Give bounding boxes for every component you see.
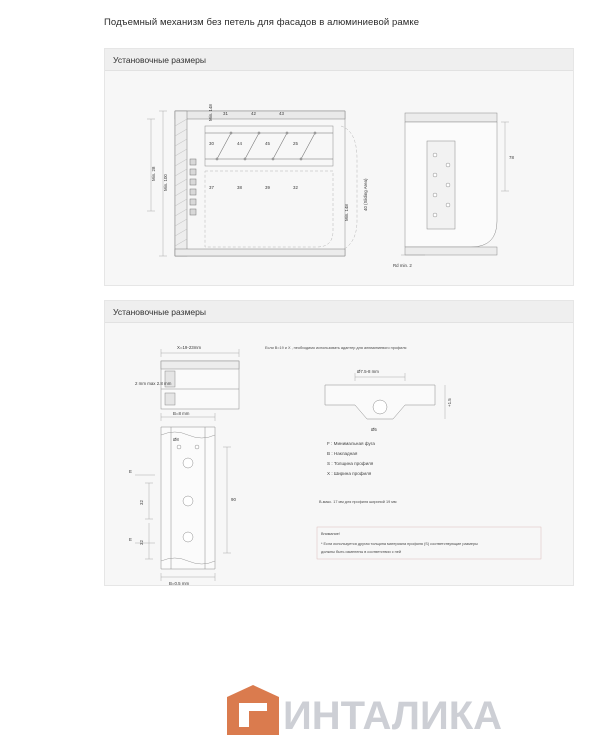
svg-text:B : Накладная: B : Накладная	[327, 451, 358, 456]
page-title: Подъемный механизм без петель для фасадов в алюминиевой рамке	[104, 17, 420, 28]
svg-text:90: 90	[231, 497, 236, 502]
technical-drawing-elevation	[105, 71, 573, 285]
panel-installation-dimensions-2	[104, 300, 574, 738]
svg-text:Ø5: Ø5	[371, 427, 377, 432]
watermark-logo-icon	[227, 685, 279, 735]
svg-text:78: 78	[509, 155, 514, 160]
svg-text:44: 44	[237, 141, 242, 146]
svg-text:38: 38	[237, 185, 242, 190]
technical-drawing-profile	[105, 323, 573, 585]
watermark	[223, 681, 543, 747]
panel-body	[105, 71, 573, 285]
svg-text:должны быть изменены в соответ: должны быть изменены в соответствии с ней	[321, 550, 402, 554]
svg-text:F : Минимальная фуга: F : Минимальная фуга	[327, 441, 375, 446]
svg-text:X : Ширина профиля: X : Ширина профиля	[327, 471, 372, 476]
panel-header: Установочные размеры	[105, 301, 573, 323]
svg-text:45: 45	[265, 141, 270, 146]
svg-text:Min. 148: Min. 148	[344, 204, 349, 221]
svg-text:* Если используется другая тол: * Если используется другая толщина материала профиля (S) соответствующие размеры	[321, 542, 478, 546]
panel-header: Установочные размеры	[105, 49, 573, 71]
svg-text:Ø8: Ø8	[173, 437, 179, 442]
svg-text:32: 32	[139, 500, 144, 505]
watermark-text: ИНТАЛИКА	[283, 694, 503, 738]
svg-text:Rd min. 2: Rd min. 2	[393, 263, 412, 268]
panel-body	[105, 323, 573, 738]
svg-text:2 mm max 2.8 mm: 2 mm max 2.8 mm	[135, 381, 172, 386]
svg-text:40 (Sliding Area): 40 (Sliding Area)	[363, 178, 368, 211]
svg-text:32: 32	[293, 185, 298, 190]
svg-text:31: 31	[223, 111, 228, 116]
svg-text:X=19-23mm: X=19-23mm	[177, 345, 202, 350]
svg-text:B=0.5 mm: B=0.5 mm	[169, 581, 190, 586]
svg-text:B-макс. 17 мм для профиля шири: B-макс. 17 мм для профиля шириной 19 мм	[319, 500, 397, 504]
svg-text:42: 42	[251, 111, 256, 116]
svg-text:Min. 28: Min. 28	[151, 166, 156, 181]
svg-text:37: 37	[209, 185, 214, 190]
svg-text:Если B=19 и X , необходимо исп: Если B=19 и X , необходимо использовать адаптер для алюминиевого профиля	[265, 346, 407, 350]
svg-text:+1.5: +1.5	[447, 398, 452, 407]
svg-text:E: E	[129, 469, 132, 474]
panel-installation-dimensions-1	[104, 48, 574, 286]
svg-text:30: 30	[209, 141, 214, 146]
svg-text:E: E	[129, 537, 132, 542]
svg-text:25: 25	[293, 141, 298, 146]
svg-text:Min. 100: Min. 100	[163, 174, 168, 191]
svg-text:Min. 148: Min. 148	[208, 104, 213, 121]
svg-text:S : Толщина профиля: S : Толщина профиля	[327, 461, 374, 466]
svg-text:32: 32	[139, 540, 144, 545]
svg-text:39: 39	[265, 185, 270, 190]
svg-text:B=8 mm: B=8 mm	[173, 411, 190, 416]
svg-text:Внимание!: Внимание!	[321, 532, 340, 536]
svg-text:Ø7.5-8 mm: Ø7.5-8 mm	[357, 369, 379, 374]
svg-text:43: 43	[279, 111, 284, 116]
